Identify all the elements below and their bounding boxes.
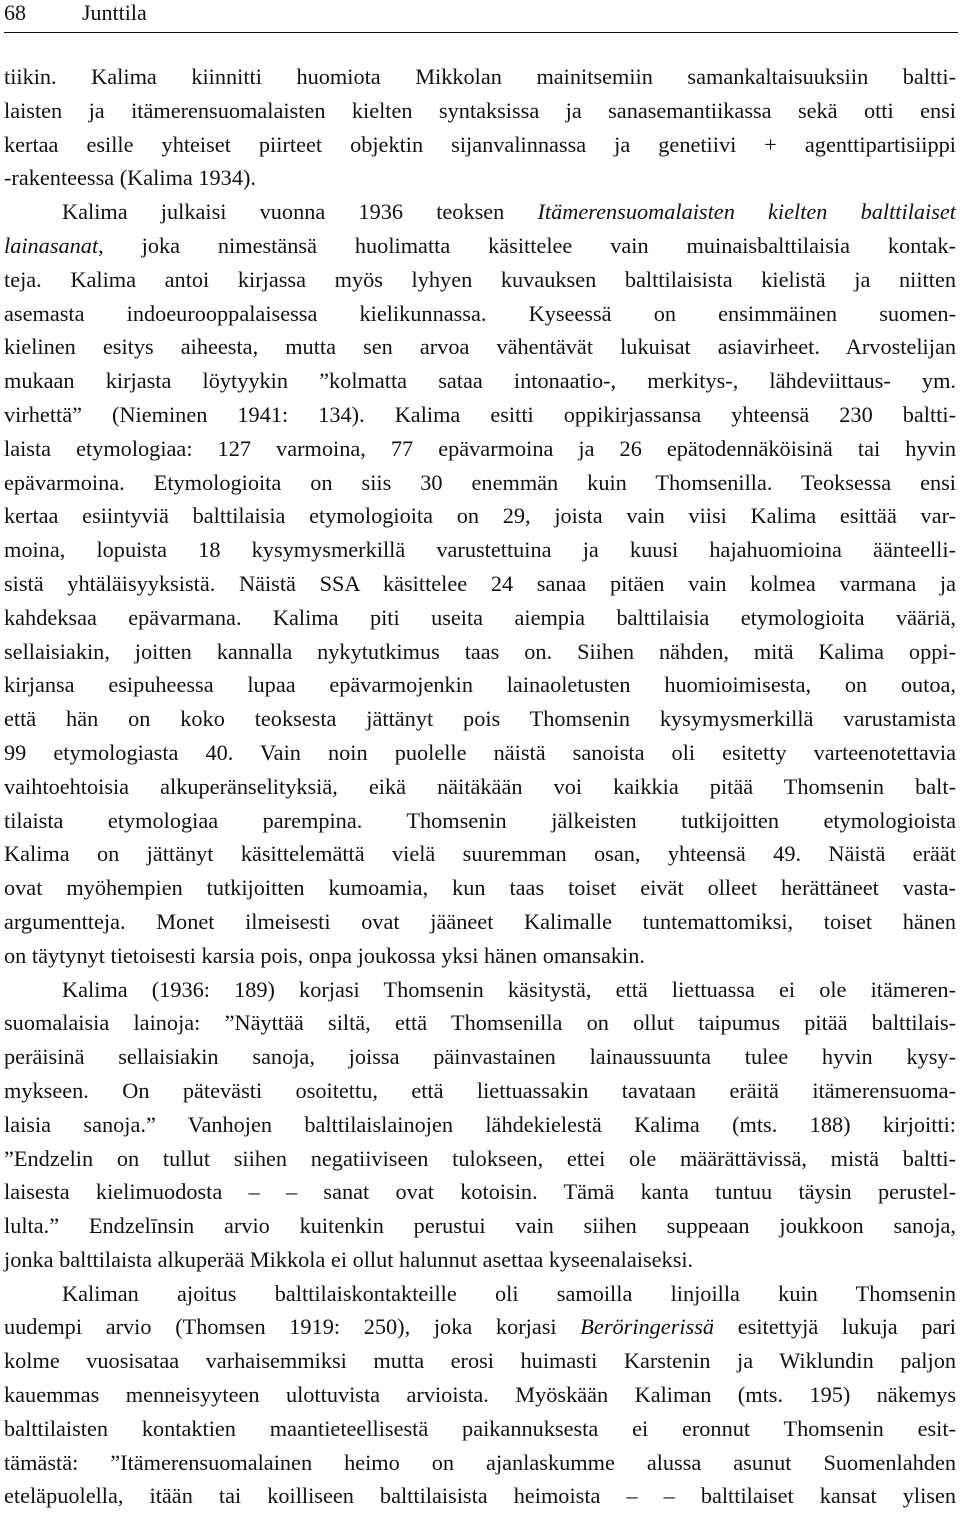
text-segment: sistä yhtäläisyyksistä. Näistä SSA käsittelee 24 sanaa pitäen vain kolmea varmana ja	[4, 570, 956, 596]
text-line	[4, 1412, 956, 1446]
body-text	[4, 60, 956, 1513]
text-segment: eteläpuolella, itään tai koilliseen balttilaisista heimoista – – balttilaiset kansat ylisen	[4, 1483, 956, 1509]
text-segment: Kalima (1936: 189) korjasi Thomsenin käsitystä, että liettuassa ei ole itämeren-	[62, 976, 956, 1002]
text-line	[4, 736, 956, 770]
text-line	[4, 195, 956, 229]
text-line	[4, 668, 956, 702]
text-segment: Kalima on jättänyt käsittelemättä vielä suuremman osan, yhteensä 49. Näistä eräät	[4, 841, 956, 867]
text-segment: on täytynyt tietoisesti karsia pois, onpa joukossa yksi hänen omansakin.	[4, 942, 645, 968]
italic-title: Beröringerissä	[580, 1314, 715, 1340]
text-segment: kertaa esille yhteiset piirteet objektin sijanvalinnassa ja genetiivi + agenttipartisiippi	[4, 131, 956, 157]
text-line	[4, 1040, 956, 1074]
text-segment: tilaista etymologiaa parempina. Thomsenin jälkeisten tutkijoitten etymologioista	[4, 807, 956, 833]
text-segment: argumentteja. Monet ilmeisesti ovat jääneet Kalimalle tuntemattomiksi, toiset hänen	[4, 908, 956, 934]
text-line	[4, 973, 956, 1007]
text-segment: mukaan kirjasta löytyykin ”kolmatta sataa intonaatio-, merkitys-, lähdeviittaus- ym.	[4, 368, 956, 394]
text-segment: teja. Kalima antoi kirjassa myös lyhyen kuvauksen balttilaisista kielistä ja niitten	[4, 266, 956, 292]
text-segment: moina, lopuista 18 kysymysmerkillä varustettuina ja kuusi hajahuomioina äänteelli-	[4, 537, 956, 563]
text-line	[4, 499, 956, 533]
text-segment: kirjansa esipuheessa lupaa epävarmojenkin lainaoletusten huomioimisesta, on outoa,	[4, 672, 956, 698]
text-segment: laista etymologiaa: 127 varmoina, 77 epävarmoina ja 26 epätodennäköisinä tai hyvin	[4, 435, 956, 461]
text-line	[4, 161, 956, 195]
text-line	[4, 330, 956, 364]
text-segment: mykseen. On pätevästi osoitettu, että liettuassakin tavataan eräitä itämerensuoma-	[4, 1077, 956, 1103]
text-segment: laisesta kielimuodosta – – sanat ovat kotoisin. Tämä kanta tuntuu täysin perustel-	[4, 1179, 956, 1205]
text-segment: virhettä” (Nieminen 1941: 134). Kalima esitti oppikirjassansa yhteensä 230 baltti-	[4, 401, 956, 427]
text-segment: kertaa esiintyviä balttilaisia etymologioita on 29, joista vain viisi Kalima esittää var-	[4, 503, 956, 529]
text-line	[4, 229, 956, 263]
text-line	[4, 263, 956, 297]
text-line	[4, 939, 956, 973]
text-segment: ovat myöhempien tutkijoitten kumoamia, kun taas toiset eivät olleet herättäneet vasta-	[4, 875, 956, 901]
text-line	[4, 1074, 956, 1108]
text-line	[4, 1344, 956, 1378]
text-segment: ”Endzelin on tullut siihen negatiiviseen tulokseen, ettei ole määrättävissä, mistä baltti-	[4, 1145, 956, 1171]
text-line	[4, 1142, 956, 1176]
text-line	[4, 1277, 956, 1311]
text-segment: kahdeksaa epävarmana. Kalima piti useita aiempia balttilaisia etymologioita vääriä,	[4, 604, 956, 630]
text-line	[4, 364, 956, 398]
text-segment: vaihtoehtoisia alkuperänselityksiä, eikä näitäkään voi kaikkia pitää Thomsenin balt-	[4, 773, 956, 799]
text-segment: tämästä: ”Itämerensuomalainen heimo on ajanlaskumme alussa asunut Suomenlahden	[4, 1449, 956, 1475]
text-segment: suomalaisia lainoja: ”Näyttää siltä, että Thomsenilla on ollut taipumus pitää balttilais-	[4, 1010, 956, 1036]
text-segment: kauemmas menneisyyteen ulottuvista arvioista. Myöskään Kaliman (mts. 195) näkemys	[4, 1382, 956, 1408]
text-line	[4, 1209, 956, 1243]
running-header	[4, 0, 958, 33]
italic-title: lainasanat	[4, 232, 99, 258]
text-line	[4, 128, 956, 162]
text-line	[4, 1006, 956, 1040]
text-line	[4, 60, 956, 94]
text-line	[4, 635, 956, 669]
text-line	[4, 398, 956, 432]
text-segment: , joka nimestänsä huolimatta käsittelee vain muinaisbalttilaisia kontak-	[98, 232, 956, 258]
text-line	[4, 533, 956, 567]
text-segment: esitettyjä lukuja pari	[714, 1314, 957, 1340]
text-segment: peräisinä sellaisiakin sanoja, joissa päinvastainen lainaussuunta tulee hyvin kysy-	[4, 1044, 956, 1070]
text-line	[4, 804, 956, 838]
text-segment: jonka balttilaista alkuperää Mikkola ei ollut halunnut asettaa kyseenalaiseksi.	[4, 1246, 694, 1272]
text-line	[4, 601, 956, 635]
page-number: 68	[4, 0, 26, 25]
text-line	[4, 702, 956, 736]
text-line	[4, 1108, 956, 1142]
text-segment: laisia sanoja.” Vanhojen balttilaislainojen lähdekielestä Kalima (mts. 188) kirjoitti:	[4, 1111, 956, 1137]
text-line	[4, 1378, 956, 1412]
text-line	[4, 1446, 956, 1480]
text-line	[4, 297, 956, 331]
text-segment: balttilaisten kontaktien maantieteellisestä paikannuksesta ei eronnut Thomsenin esit-	[4, 1415, 956, 1441]
text-segment: Kaliman ajoitus balttilaiskontakteille oli samoilla linjoilla kuin Thomsenin	[62, 1280, 956, 1306]
text-segment: 99 etymologiasta 40. Vain noin puolelle näistä sanoista oli esitetty varteenotettavia	[4, 739, 956, 765]
text-segment: laisten ja itämerensuomalaisten kielten syntaksissa ja sanasemantiikassa sekä otti ensi	[4, 97, 956, 123]
text-line	[4, 871, 956, 905]
text-line	[4, 466, 956, 500]
text-line	[4, 94, 956, 128]
text-segment: asemasta indoeurooppalaisessa kielikunnassa. Kyseessä on ensimmäinen suomen-	[4, 300, 956, 326]
text-segment: -rakenteessa (Kalima 1934).	[4, 165, 256, 191]
text-segment: epävarmoina. Etymologioita on siis 30 enemmän kuin Thomsenilla. Teoksessa ensi	[4, 469, 956, 495]
text-segment: kielinen esitys aiheesta, mutta sen arvoa vähentävät lukuisat asiavirheet. Arvostelijan	[4, 334, 956, 360]
text-line	[4, 1479, 956, 1513]
italic-title: Itämerensuomalaisten kielten balttilaiset	[537, 199, 956, 225]
text-segment: uudempi arvio (Thomsen 1919: 250), joka korjasi	[4, 1314, 581, 1340]
text-segment: lulta.” Endzelīnsin arvio kuitenkin perustui vain siihen suppeaan joukkoon sanoja,	[4, 1213, 956, 1239]
text-line	[4, 837, 956, 871]
text-segment: että hän on koko teoksesta jättänyt pois Thomsenin kysymysmerkillä varustamista	[4, 706, 956, 732]
text-segment: sellaisiakin, joitten kannalla nykytutkimus taas on. Siihen nähden, mitä Kalima oppi-	[4, 638, 956, 664]
text-segment: tiikin. Kalima kiinnitti huomiota Mikkolan mainitsemiin samankaltaisuuksiin baltti-	[4, 64, 956, 89]
text-segment: kolme vuosisataa varhaisemmiksi mutta erosi huimasti Karstenin ja Wiklundin paljon	[4, 1348, 956, 1374]
running-head-author: Junttila	[82, 0, 147, 25]
text-line	[4, 567, 956, 601]
text-line	[4, 770, 956, 804]
text-line	[4, 1175, 956, 1209]
text-segment: Kalima julkaisi vuonna 1936 teoksen	[62, 199, 538, 225]
text-line	[4, 432, 956, 466]
text-line	[4, 1243, 956, 1277]
text-line	[4, 905, 956, 939]
text-line	[4, 1310, 956, 1344]
